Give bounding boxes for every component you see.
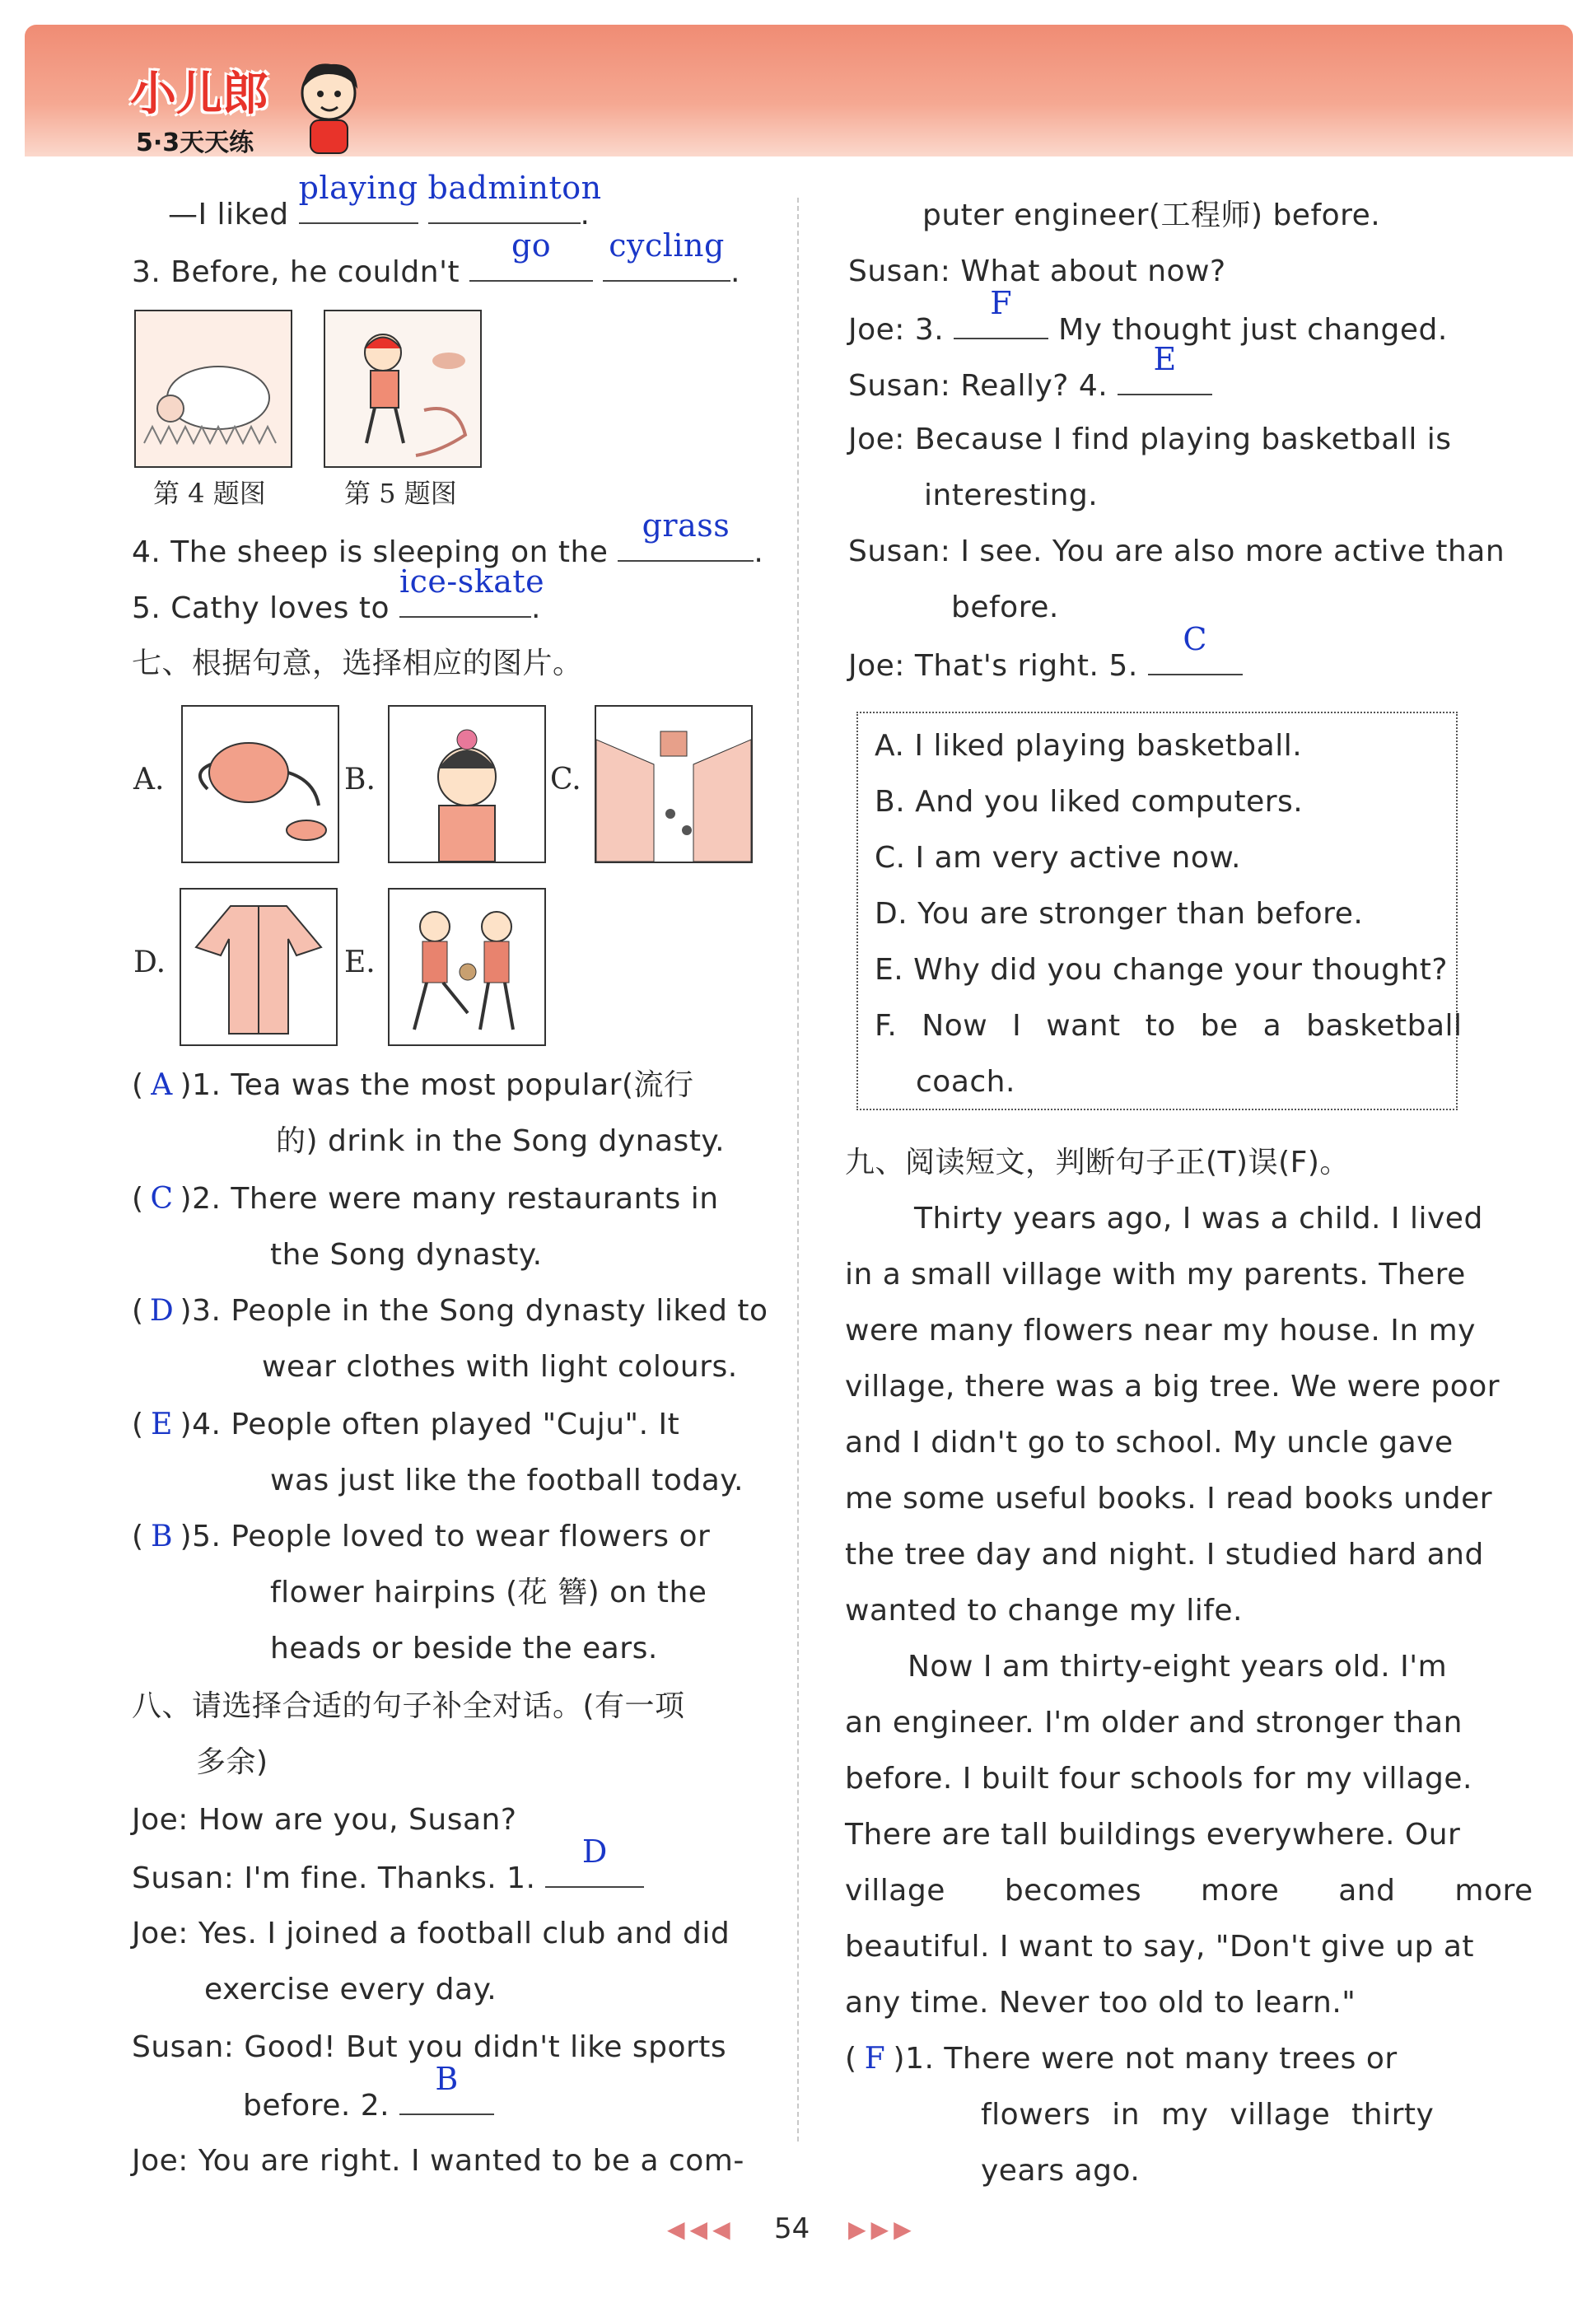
logo-title: 小儿郎 [130, 68, 268, 121]
line-text: . [530, 591, 541, 625]
flower-hairpin-girl-picture [388, 705, 546, 863]
answer-blank [603, 227, 730, 282]
answer-text: ice-skate [399, 563, 545, 600]
question-7-5-cont: flower hairpins (花 簪) on the [270, 1576, 707, 1609]
answer-letter: B [151, 1520, 174, 1553]
option-a: A. I liked playing basketball. [875, 729, 1303, 763]
line-text: )5. People loved to wear flowers or [180, 1520, 711, 1553]
question-9-1: ( F )1. There were not many trees or [845, 2031, 1398, 2087]
passage-line-2: in a small village with my parents. There [845, 1258, 1466, 1291]
answer-line-3 [132, 227, 740, 301]
dialogue-joe-5: Joe: Because I find playing basketball is [848, 423, 1452, 456]
dialogue-joe-3-cont: puter engineer(工程师) before. [922, 199, 1381, 232]
question-7-3-cont: wear clothes with light colours. [262, 1350, 738, 1384]
answer-blank [1148, 621, 1243, 675]
hanfu-clothes-picture [180, 888, 338, 1046]
dialogue-susan-4 [848, 341, 1212, 414]
section-9-title: 九、阅读短文，判断句子正(T)误(F)。 [845, 1146, 1350, 1179]
answer-blank [1118, 341, 1212, 395]
passage-line-15: any time. Never too old to learn." [845, 1986, 1356, 2020]
answer-text: B [435, 2061, 459, 2097]
option-b: B. And you liked computers. [875, 785, 1304, 819]
line-text: )4. People often played "Cuju". It [180, 1408, 680, 1441]
line-text: Joe: That's right. 5. [848, 649, 1138, 683]
dialogue-susan-3: Susan: What about now? [848, 255, 1226, 288]
passage-line-10: an engineer. I'm older and stronger than [845, 1706, 1463, 1740]
pic-label-d: D. [133, 946, 166, 979]
question-9-1-cont: flowers in my village thirty [981, 2098, 1435, 2132]
answer-letter: E [151, 1408, 173, 1441]
dialogue-susan-2: Susan: Good! But you didn't like sports [132, 2030, 727, 2064]
line-text: 4. The sheep is sleeping on the [132, 535, 609, 569]
option-c: C. I am very active now. [875, 841, 1241, 875]
skating-girl-picture [324, 310, 482, 468]
line-text: 5. Cathy loves to [132, 591, 390, 625]
line-text: )2. There were many restaurants in [180, 1182, 719, 1216]
answer-text: cycling [609, 227, 725, 264]
passage-line-14: beautiful. I want to say, "Don't give up at [845, 1930, 1475, 1964]
question-7-2-cont: the Song dynasty. [270, 1238, 543, 1272]
answer-text: D [581, 1833, 608, 1870]
line-text: )1. Tea was the most popular(流行 [180, 1068, 694, 1102]
answer-text: go [511, 227, 552, 264]
line-text: 3. Before, he couldn't [132, 255, 460, 289]
answer-letter: A [151, 1068, 173, 1102]
passage-line-5: and I didn't go to school. My uncle gave [845, 1426, 1454, 1460]
dialogue-joe-3: Joe: You are right. I wanted to be a com- [132, 2144, 744, 2178]
question-7-4: ( E )4. People often played "Cuju". It [132, 1397, 679, 1453]
section-8-title-cont: 多余) [196, 1745, 268, 1779]
pic-label-b: B. [344, 763, 376, 796]
teapot-picture [181, 705, 339, 863]
answer-line-5 [132, 563, 545, 637]
figure-caption-5: 第 5 题图 [344, 478, 457, 509]
answer-blank [954, 285, 1048, 339]
question-7-5: ( B )5. People loved to wear flowers or [132, 1509, 710, 1565]
answer-text: playing [298, 170, 418, 206]
answer-letter: D [149, 1294, 175, 1328]
answer-blank [469, 227, 593, 282]
line-text: Joe: 3. [848, 313, 945, 347]
answer-text: grass [642, 507, 730, 544]
page-number: 54 [774, 2212, 810, 2245]
option-d: D. You are stronger than before. [875, 897, 1364, 931]
answer-text: C [1183, 621, 1207, 657]
dialogue-joe-2-cont: exercise every day. [204, 1973, 497, 2006]
logo-subtitle: 5·3天天练 [136, 128, 254, 157]
passage-line-13: village becomes more and more [845, 1874, 1533, 1908]
dialogue-susan-2-cont [243, 2061, 494, 2134]
sheep-picture [134, 310, 292, 468]
prev-arrows-icon: ◀◀◀ [667, 2216, 735, 2243]
passage-line-6: me some useful books. I read books under [845, 1482, 1493, 1516]
answer-blank [545, 1833, 644, 1888]
question-9-1-cont2: years ago. [981, 2154, 1141, 2188]
passage-line-1: Thirty years ago, I was a child. I lived [914, 1202, 1483, 1235]
answer-text: E [1153, 341, 1177, 377]
question-7-2: ( C )2. There were many restaurants in [132, 1171, 719, 1227]
pic-label-c: C. [550, 763, 581, 796]
passage-line-4: village, there was a big tree. We were poor [845, 1370, 1500, 1404]
line-text: . [754, 535, 764, 569]
question-7-4-cont: was just like the football today. [270, 1464, 744, 1497]
answer-blank [399, 2061, 494, 2115]
passage-line-12: There are tall buildings everywhere. Our [845, 1818, 1461, 1852]
option-f-cont: coach. [916, 1065, 1015, 1099]
restaurant-street-picture [595, 705, 753, 863]
line-text: —I liked [168, 198, 289, 231]
option-f: F. Now I want to be a basketball [875, 1009, 1463, 1043]
section-8-title: 八、请选择合适的句子补全对话。(有一项 [132, 1689, 685, 1723]
dialogue-joe-6 [848, 621, 1243, 694]
question-7-3: ( D )3. People in the Song dynasty liked to [132, 1283, 768, 1339]
answer-letter: C [150, 1182, 174, 1216]
passage-line-9: Now I am thirty-eight years old. I'm [908, 1650, 1448, 1684]
line-text: )1. There were not many trees or [893, 2042, 1398, 2076]
section-7-title: 七、根据句意，选择相应的图片。 [132, 647, 583, 680]
answer-letter: F [864, 2042, 886, 2076]
line-text: before. 2. [243, 2089, 390, 2123]
pic-label-e: E. [344, 946, 376, 979]
column-divider [797, 198, 799, 2142]
dialogue-susan-5-cont: before. [951, 591, 1059, 624]
question-7-1-cont: 的) drink in the Song dynasty. [276, 1124, 726, 1158]
answer-text: badminton [427, 170, 602, 206]
dialogue-susan-5: Susan: I see. You are also more active than [848, 535, 1505, 568]
cuju-players-picture [388, 888, 546, 1046]
line-text: Susan: I'm fine. Thanks. 1. [132, 1861, 536, 1895]
answer-blank [399, 563, 545, 618]
passage-line-3: were many flowers near my house. In my [845, 1314, 1476, 1348]
dialogue-joe-2: Joe: Yes. I joined a football club and did [132, 1917, 730, 1950]
answer-blank [298, 170, 418, 224]
figure-caption-4: 第 4 题图 [153, 478, 266, 509]
option-e: E. Why did you change your thought? [875, 953, 1449, 987]
pic-label-a: A. [133, 763, 165, 796]
line-text: My thought just changed. [1058, 313, 1448, 347]
passage-line-7: the tree day and night. I studied hard and [845, 1538, 1484, 1572]
next-arrows-icon: ▶▶▶ [848, 2216, 917, 2243]
dialogue-joe-5-cont: interesting. [924, 479, 1099, 512]
answer-blank [618, 507, 754, 562]
dialogue-joe-1: Joe: How are you, Susan? [132, 1803, 517, 1837]
line-text: . [730, 255, 740, 289]
passage-line-11: before. I built four schools for my village. [845, 1762, 1472, 1796]
answer-text: F [990, 285, 1013, 321]
dialogue-susan-1 [132, 1833, 644, 1907]
question-7-5-cont2: heads or beside the ears. [270, 1632, 658, 1665]
line-text: . [580, 198, 590, 231]
passage-line-8: wanted to change my life. [845, 1594, 1243, 1628]
question-7-1: ( A )1. Tea was the most popular(流行 [132, 1058, 694, 1114]
line-text: )3. People in the Song dynasty liked to [180, 1294, 768, 1328]
line-text: Susan: Really? 4. [848, 369, 1108, 403]
